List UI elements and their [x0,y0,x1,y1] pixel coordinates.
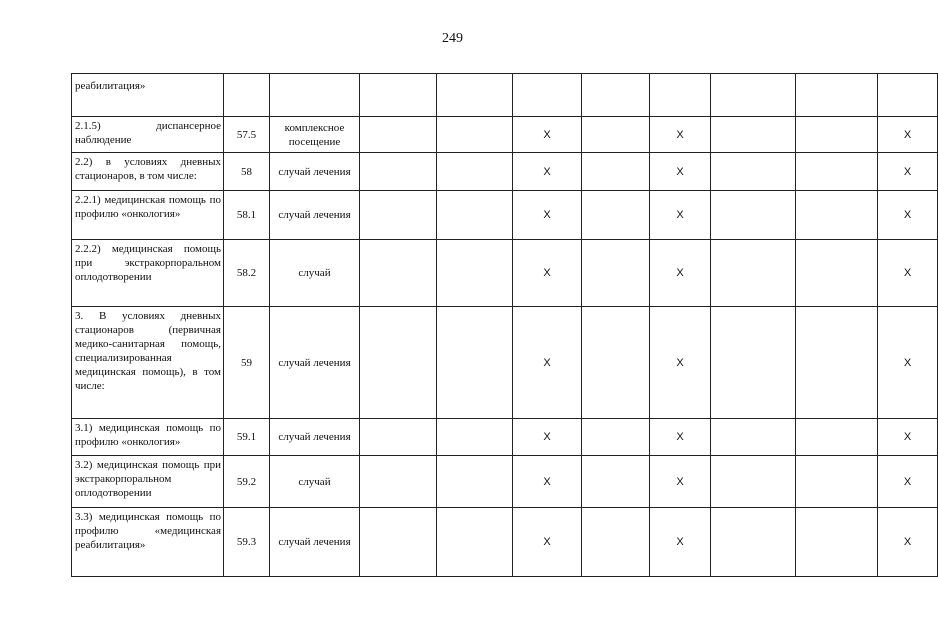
x-mark: X [878,456,938,508]
row-name: 3.2) медицинская помощь при экстракорпоральном оплодотворении [72,456,224,508]
x-mark: X [650,508,711,577]
row-unit [270,74,360,117]
row-code: 59.1 [224,419,270,456]
empty-cell [711,456,796,508]
x-mark: X [513,307,582,419]
empty-cell [878,74,938,117]
row-unit: случай лечения [270,307,360,419]
row-unit: комплексное посещение [270,117,360,153]
empty-cell [711,419,796,456]
row-name: 3. В условиях дневных стационаров (первичная медико-санитарная помощь, специализированная медицинская помощь), в том числе: [72,307,224,419]
x-mark: X [513,419,582,456]
empty-cell [796,153,878,191]
row-code: 59.2 [224,456,270,508]
empty-cell [437,419,513,456]
x-mark: X [513,153,582,191]
row-name: 2.2.1) медицинская помощь по профилю «онкология» [72,191,224,240]
row-unit: случай [270,456,360,508]
empty-cell [360,508,437,577]
row-unit: случай лечения [270,153,360,191]
x-mark: X [650,153,711,191]
x-mark: X [650,117,711,153]
row-code: 58 [224,153,270,191]
empty-cell [582,191,650,240]
row-unit: случай лечения [270,191,360,240]
table-row [72,508,938,577]
x-mark: X [878,117,938,153]
table-row [72,456,938,508]
empty-cell [360,191,437,240]
empty-cell [796,419,878,456]
table-row [72,191,938,240]
row-code: 59.3 [224,508,270,577]
empty-cell [650,74,711,117]
x-mark: X [878,191,938,240]
empty-cell [437,508,513,577]
row-name: реабилитация» [72,74,224,117]
x-mark: X [878,240,938,307]
row-name: 2.2.2) медицинская помощь при экстракорпоральном оплодотворении [72,240,224,307]
empty-cell [582,456,650,508]
empty-cell [360,117,437,153]
empty-cell [796,240,878,307]
x-mark: X [513,191,582,240]
empty-cell [711,191,796,240]
empty-cell [360,419,437,456]
row-code: 58.1 [224,191,270,240]
x-mark: X [878,307,938,419]
row-name: 2.2) в условиях дневных стационаров, в том числе: [72,153,224,191]
x-mark: X [878,508,938,577]
table-row [72,419,938,456]
row-name: 2.1.5) диспансерное наблюдение [72,117,224,153]
row-code: 57.5 [224,117,270,153]
table-row [72,153,938,191]
empty-cell [711,117,796,153]
x-mark: X [513,456,582,508]
empty-cell [437,153,513,191]
empty-cell [711,307,796,419]
row-code: 59 [224,307,270,419]
x-mark: X [513,117,582,153]
empty-cell [360,240,437,307]
empty-cell [582,153,650,191]
x-mark: X [650,240,711,307]
empty-cell [582,117,650,153]
x-mark: X [650,419,711,456]
empty-cell [582,508,650,577]
empty-cell [360,74,437,117]
table-row [72,74,938,117]
x-mark: X [650,191,711,240]
empty-cell [360,307,437,419]
empty-cell [437,456,513,508]
empty-cell [582,240,650,307]
table-row [72,240,938,307]
empty-cell [582,307,650,419]
row-code [224,74,270,117]
table-row [72,307,938,419]
empty-cell [437,191,513,240]
empty-cell [582,74,650,117]
empty-cell [711,240,796,307]
row-unit: случай лечения [270,508,360,577]
empty-cell [711,508,796,577]
row-code: 58.2 [224,240,270,307]
x-mark: X [650,456,711,508]
empty-cell [796,508,878,577]
x-mark: X [878,153,938,191]
page-number: 249 [442,31,463,46]
empty-cell [796,74,878,117]
x-mark: X [650,307,711,419]
x-mark: X [513,508,582,577]
empty-cell [437,74,513,117]
empty-cell [711,153,796,191]
empty-cell [360,456,437,508]
row-unit: случай лечения [270,419,360,456]
table-row [72,117,938,153]
empty-cell [796,191,878,240]
empty-cell [437,117,513,153]
row-unit: случай [270,240,360,307]
x-mark: X [878,419,938,456]
empty-cell [796,307,878,419]
empty-cell [711,74,796,117]
empty-cell [796,456,878,508]
row-name: 3.1) медицинская помощь по профилю «онкология» [72,419,224,456]
row-name: 3.3) медицинская помощь по профилю «медицинская реабилитация» [72,508,224,577]
empty-cell [437,240,513,307]
empty-cell [360,153,437,191]
empty-cell [582,419,650,456]
empty-cell [796,117,878,153]
x-mark: X [513,240,582,307]
empty-cell [513,74,582,117]
data-table [71,73,938,577]
empty-cell [437,307,513,419]
